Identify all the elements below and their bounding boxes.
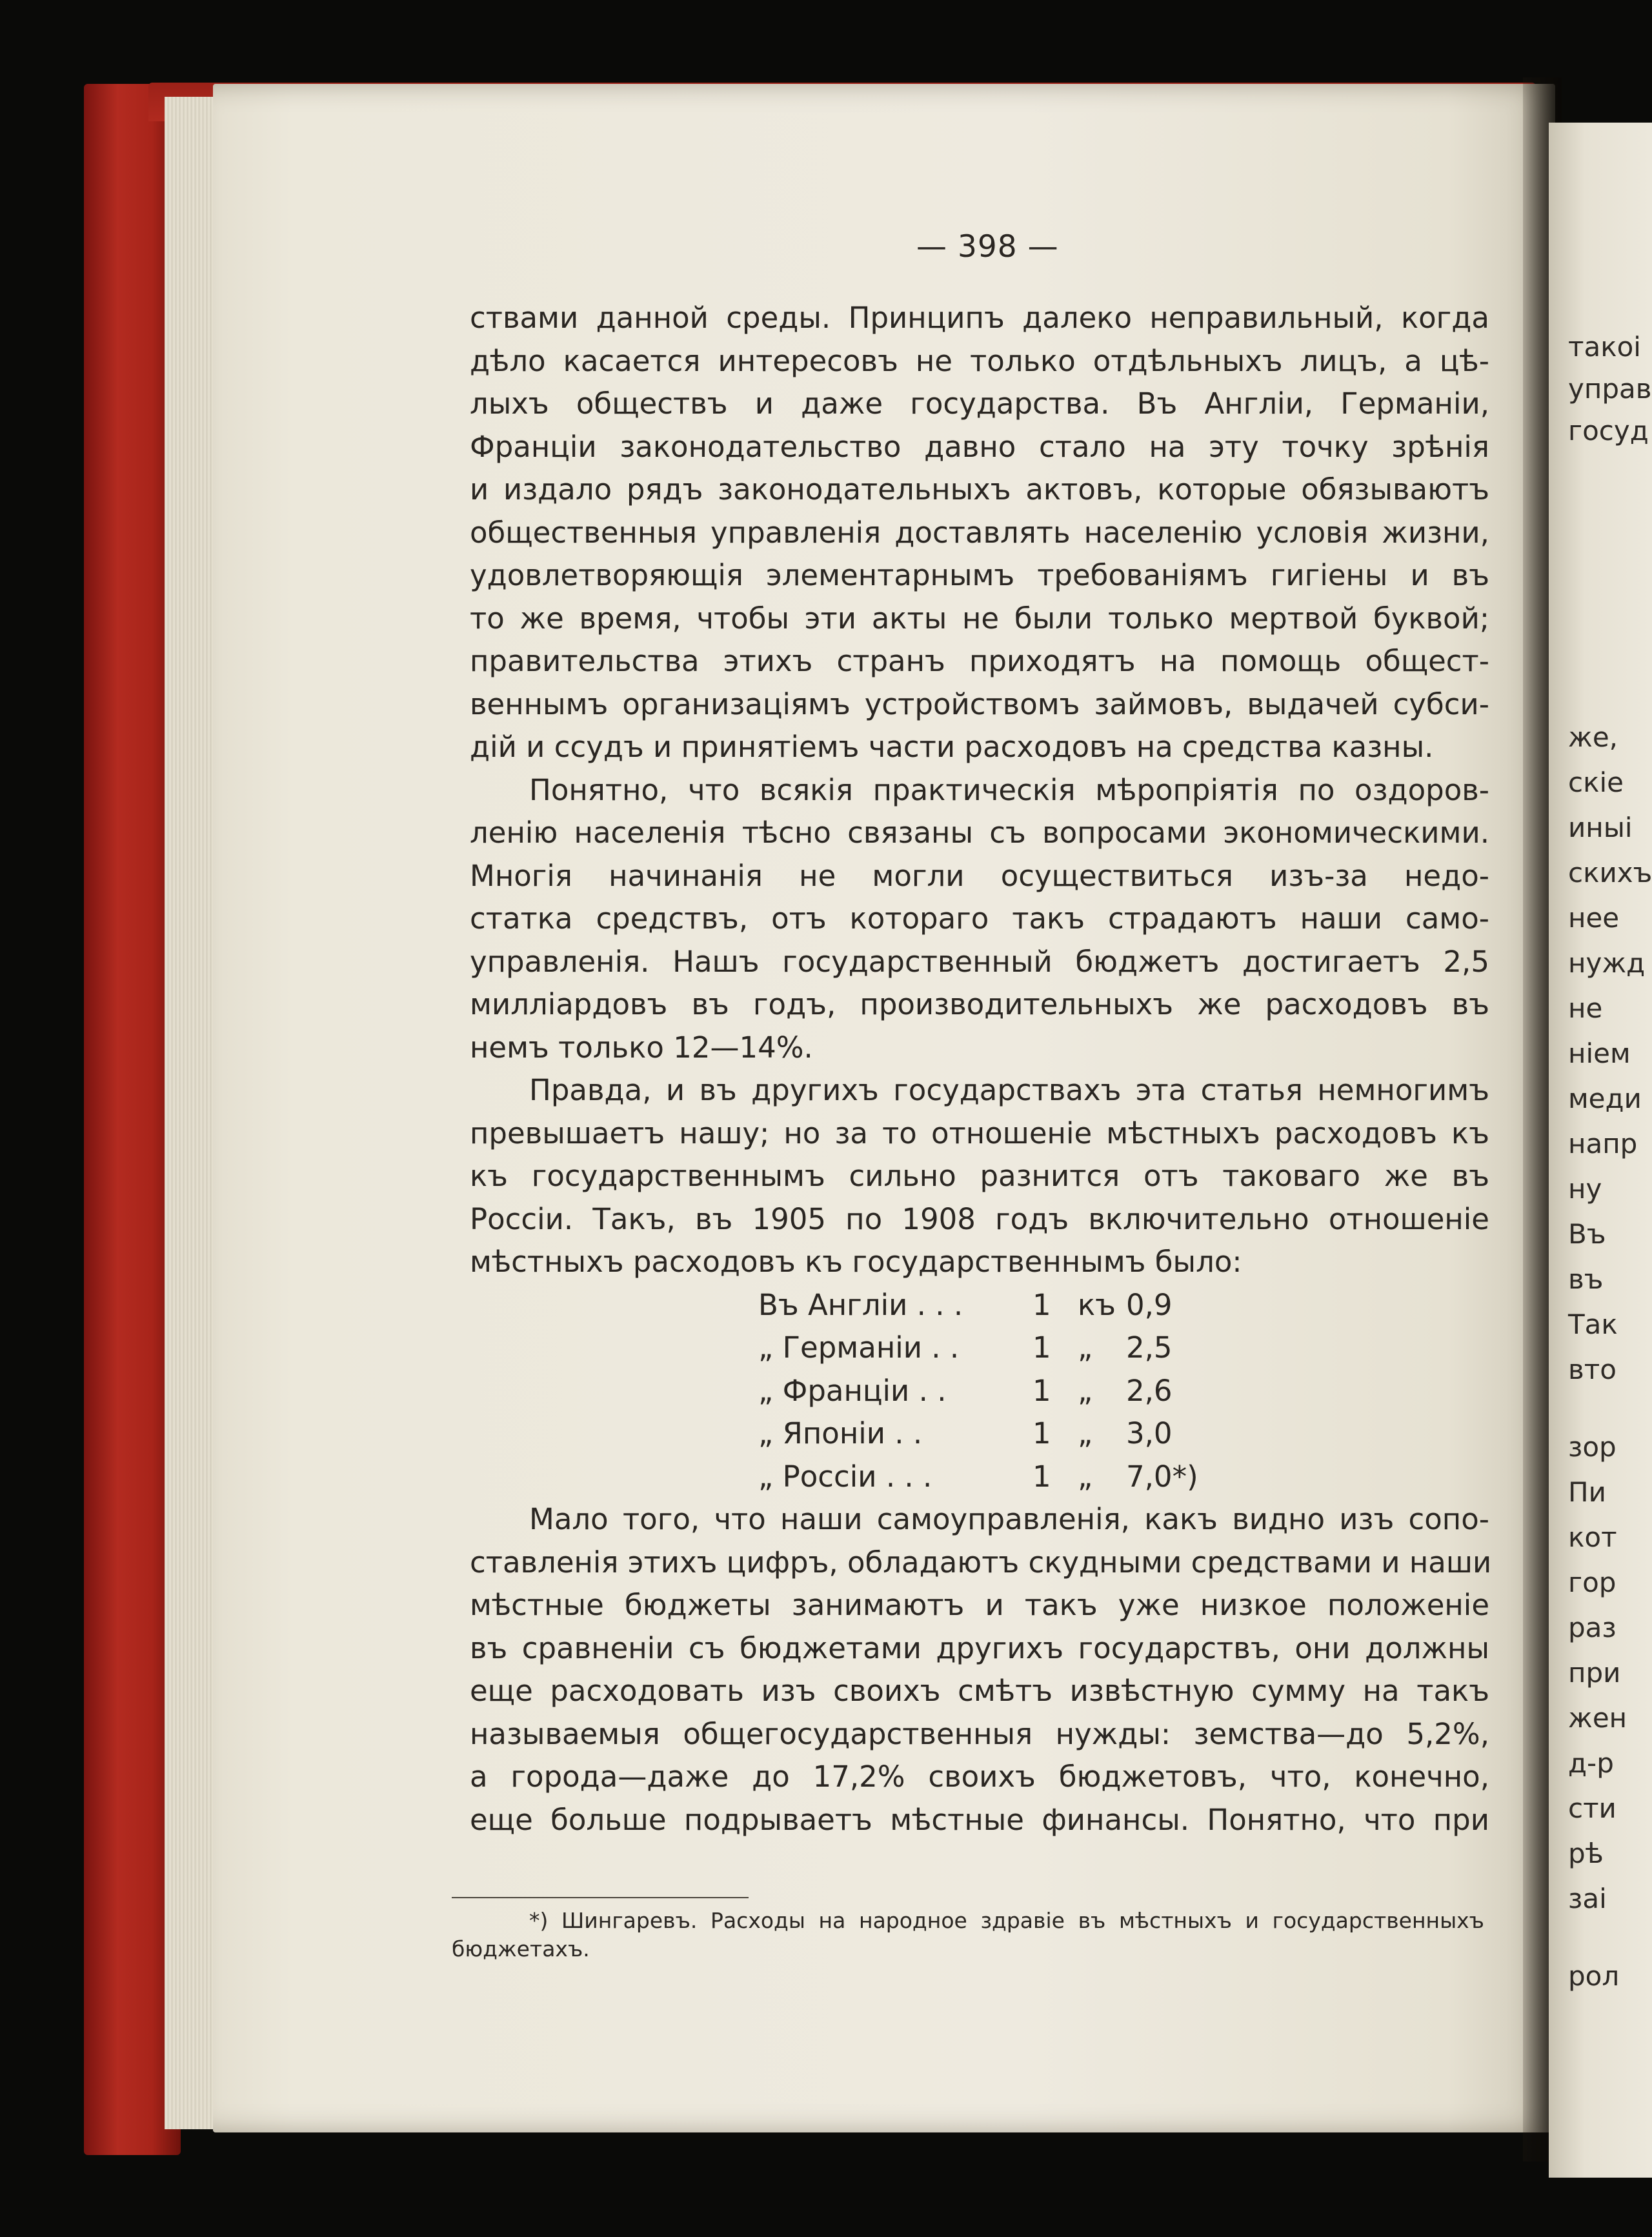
next-page-fragment: ніем	[1568, 1038, 1631, 1069]
page-number: — 398 —	[916, 229, 1059, 265]
next-page-fragment: заі	[1568, 1883, 1607, 1914]
next-page-fragment: при	[1568, 1657, 1621, 1689]
text-line: къ государственнымъ сильно разнится отъ таковаго же въ	[470, 1159, 1489, 1193]
text-line: управленія. Нашъ государственный бюджетъ достигаетъ 2,5	[470, 944, 1489, 979]
text-line: превышаетъ нашу; но за то отношеніе мѣстныхъ расходовъ къ	[470, 1116, 1489, 1150]
table-row	[0, 1456, 1549, 1498]
next-page-fragment: иныі	[1568, 812, 1633, 843]
text-line: удовлетворяющія элементарнымъ требованіямъ гигіены и въ	[470, 558, 1489, 592]
ratio-local-cell: 1	[1032, 1373, 1051, 1408]
country-cell: „ Россіи . . .	[758, 1459, 932, 1494]
next-page-fragment: же,	[1568, 721, 1618, 753]
next-page-fragment: гор	[1568, 1567, 1617, 1598]
table-row	[0, 1327, 1549, 1369]
text-line: ствами данной среды. Принципъ далеко неправильный, когда	[470, 301, 1489, 335]
text-line: то же время, чтобы эти акты не были только мертвой буквой;	[470, 601, 1489, 636]
ratio-local-cell: 1	[1032, 1287, 1051, 1322]
country-cell: Въ Англіи . . .	[758, 1287, 963, 1322]
ratio-sep-cell: „	[1078, 1459, 1093, 1494]
next-page-fragment: рѣ	[1568, 1838, 1604, 1869]
text-line: Правда, и въ другихъ государствахъ эта статья немногимъ	[529, 1073, 1489, 1107]
table-row	[0, 1370, 1549, 1412]
footnote-rule	[452, 1897, 749, 1898]
next-page-fragment: Так	[1568, 1309, 1618, 1340]
text-line: дѣло касается интересовъ не только отдѣльныхъ лицъ, а цѣ-	[470, 343, 1489, 378]
ratio-sep-cell: къ	[1078, 1287, 1116, 1322]
next-page-fragment: скіе	[1568, 767, 1624, 798]
next-page-fragment: въ	[1568, 1263, 1604, 1295]
ratio-state-cell: 2,6	[1126, 1373, 1173, 1408]
next-page-fragment: Въ	[1568, 1218, 1606, 1250]
text-line: мѣстные бюджеты занимаютъ и такъ уже низкое положеніе	[470, 1588, 1489, 1622]
ratio-sep-cell: „	[1078, 1330, 1093, 1365]
ratio-state-cell: 2,5	[1126, 1330, 1173, 1365]
text-line: Мало того, что наши самоуправленія, какъ видно изъ сопо-	[529, 1502, 1489, 1536]
next-page-fragment: д-р	[1568, 1747, 1614, 1779]
next-page-fragment: раз	[1568, 1612, 1617, 1643]
text-line: правительства этихъ странъ приходятъ на помощь общест-	[470, 644, 1489, 678]
country-cell: „ Японіи . .	[758, 1416, 923, 1450]
ratio-local-cell: 1	[1032, 1330, 1051, 1365]
next-page-fragment: зор	[1568, 1431, 1617, 1463]
next-page-fragment: вто	[1568, 1354, 1617, 1385]
next-page-fragment: такоі	[1568, 331, 1641, 363]
text-line: Франціи законодательство давно стало на эту точку зрѣнія	[470, 429, 1489, 464]
table-row	[0, 1284, 1549, 1327]
text-line: общественныя управленія доставлять населенію условія жизни,	[470, 515, 1489, 550]
ratio-state-cell: 3,0	[1126, 1416, 1173, 1450]
text-line: Многія начинанія не могли осуществиться изъ-за недо-	[470, 858, 1489, 893]
ratio-state-cell: 7,0*)	[1126, 1459, 1198, 1494]
text-line: ленію населенія тѣсно связаны съ вопросами экономическими.	[470, 816, 1489, 850]
next-page-fragment: Пи	[1568, 1476, 1606, 1508]
next-page-fragment: меди	[1568, 1083, 1642, 1114]
ratio-state-cell: 0,9	[1126, 1287, 1173, 1322]
next-page-fragment: нужд	[1568, 947, 1646, 979]
next-page-fragment: ну	[1568, 1173, 1602, 1205]
next-page-fragment: кот	[1568, 1521, 1617, 1553]
next-page-fragment: не	[1568, 992, 1603, 1024]
text-line: въ сравненіи съ бюджетами другихъ государствъ, они должны	[470, 1630, 1489, 1665]
text-line: а города—даже до 17,2% своихъ бюджетовъ, что, конечно,	[470, 1760, 1489, 1794]
text-line: называемыя общегосударственныя нужды: земства—до 5,2%,	[470, 1716, 1489, 1751]
next-page-fragment: напр	[1568, 1128, 1638, 1159]
text-line: веннымъ организаціямъ устройствомъ займовъ, выдачей субси-	[470, 687, 1489, 721]
text-line: милліардовъ въ годъ, производительныхъ же расходовъ въ	[470, 987, 1489, 1021]
text-line: лыхъ обществъ и даже государства. Въ Англіи, Германіи,	[470, 386, 1489, 421]
ratio-sep-cell: „	[1078, 1416, 1093, 1450]
next-page-fragment: жен	[1568, 1702, 1627, 1734]
text-line: статка средствъ, отъ котораго такъ страдаютъ наши само-	[470, 901, 1489, 936]
text-line: и издало рядъ законодательныхъ актовъ, которые обязываютъ	[470, 472, 1489, 507]
text-line: немъ только 12—14%.	[470, 1030, 813, 1065]
country-cell: „ Германіи . .	[758, 1330, 960, 1365]
ratio-local-cell: 1	[1032, 1459, 1051, 1494]
text-line: Россіи. Такъ, въ 1905 по 1908 годъ включительно отношеніе	[470, 1201, 1489, 1236]
table-row	[0, 1412, 1549, 1455]
text-line: еще больше подрываетъ мѣстные финансы. Понятно, что при	[470, 1802, 1489, 1837]
country-cell: „ Франціи . .	[758, 1373, 947, 1408]
text-line: дій и ссудъ и принятіемъ части расходовъ на средства казны.	[470, 730, 1434, 764]
next-page-fragment: нее	[1568, 902, 1620, 934]
footnote-line: бюджетахъ.	[452, 1936, 590, 1961]
text-line: Понятно, что всякія практическія мѣропріятія по оздоров-	[529, 772, 1489, 807]
text-line: ставленія этихъ цифръ, обладаютъ скудными средствами и наши	[470, 1545, 1492, 1580]
next-page-fragment: управ	[1568, 373, 1652, 405]
ratio-sep-cell: „	[1078, 1373, 1093, 1408]
footnote-line: *) Шингаревъ. Расходы на народное здравіе въ мѣстныхъ и государственныхъ	[529, 1908, 1484, 1933]
text-line: мѣстныхъ расходовъ къ государственнымъ было:	[470, 1245, 1242, 1279]
next-page-fragment: рол	[1568, 1960, 1620, 1992]
next-page-fragment: сти	[1568, 1792, 1617, 1824]
next-page-fragment: скихъ	[1568, 857, 1652, 888]
text-line: еще расходовать изъ своихъ смѣтъ извѣстную сумму на такъ	[470, 1674, 1489, 1708]
next-page-fragment: госуд	[1568, 415, 1649, 446]
ratio-local-cell: 1	[1032, 1416, 1051, 1450]
